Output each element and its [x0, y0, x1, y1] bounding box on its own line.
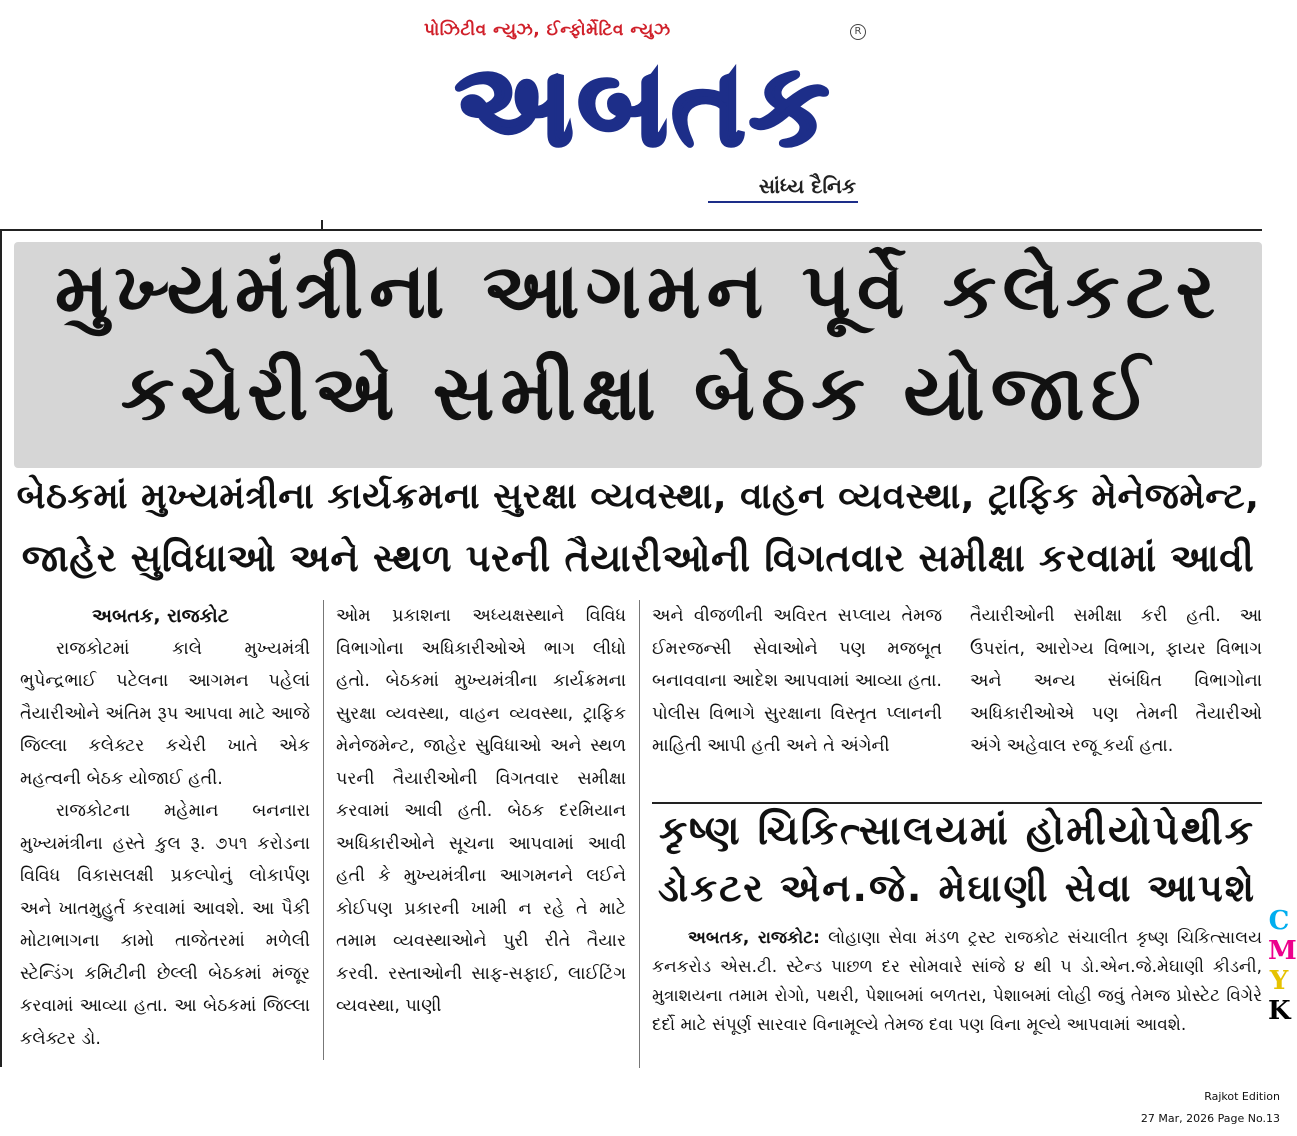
masthead-underline — [708, 201, 858, 203]
article-dateline: અબતક, રાજકોટ — [92, 605, 229, 627]
headline-line-2: કચેરીએ સમીક્ષા બેઠક યોજાઈ — [120, 348, 1156, 437]
article-paragraph-4: અને વીજળીની અવિરત સપ્લાય તેમજ ઈમરજન્સી સેવાઓને પણ મજબૂત બનાવવાના આદેશ આપવામાં આવ્યા હતા. પોલીસ વિભાગે સુરક્ષાના વિસ્તૃત પ્લાનની માહિતી આપી હતી અને તે અંગેની — [652, 606, 942, 756]
article-column-3 — [652, 600, 942, 763]
cmyk-color-marks — [1268, 906, 1297, 1026]
headline-line-1: મુખ્યમંત્રીના આગમન પૂર્વે કલેકટર — [54, 246, 1222, 335]
cmyk-c: C — [1268, 906, 1290, 936]
headline-box — [14, 242, 1262, 468]
article-column-4 — [970, 600, 1262, 763]
story2-dateline: અબતક, રાજકોટ: — [688, 928, 820, 948]
article-paragraph-5: તૈયારીઓની સમીક્ષા કરી હતી. આ ઉપરાંત, આરોગ્ય વિભાગ, ફાયર વિભાગ અને અન્ય સંબંધિત વિભાગોના અધિકારીઓએ પણ તેમની તૈયારીઓ અંગે અહેવાલ રજૂ કર્યા હતા. — [970, 606, 1262, 756]
column-tick-mark — [321, 220, 323, 230]
abtak-logo — [418, 41, 870, 171]
article-paragraph-3: ઓમ પ્રકાશના અધ્યક્ષસ્થાને વિવિધ વિભાગોના અધિકારીઓએ ભાગ લીધો હતો. બેઠકમાં મુખ્યમંત્રીના કાર્યક્રમના સુરક્ષા વ્યવસ્થા, વાહન વ્યવસ્થા, ટ્રાફિક મેનેજમેન્ટ, જાહેર સુવિધાઓ અને સ્થળ પરની તૈયારીઓની વિગતવાર સમીક્ષા કરવામાં આવી હતી. બેઠક દરમિયાન અધિકારીઓને સૂચના આપવામાં આવી હતી કે મુખ્યમંત્રીના આગમનને લઈને કોઈપણ પ્રકારની ખામી ન રહે તે માટે તમામ વ્યવસ્થાઓને પુરી રીતે તૈયાર કરવી. રસ્તાઓની સાફ-સફાઈ, લાઈટિંગ વ્યવસ્થા, પાણી — [336, 606, 626, 1016]
column-divider — [323, 600, 324, 1060]
page-top-rule — [0, 229, 1262, 231]
cmyk-m: M — [1268, 936, 1297, 966]
edition-label: Rajkot Edition — [1204, 1090, 1280, 1103]
story2-text: લોહાણા સેવા મંડળ ટ્રસ્ટ રાજકોટ સંચાલીત કૃષ્ણ ચિકિત્સાલય કનકરોડ એસ.ટી. સ્ટેન્ડ પાછળ દર સોમવારે સાંજે ૪ થી ૫ ડો.એન.જે.મેઘાણી કીડની, મુત્રાશયના તમામ રોગો, પથરી, પેશાબમાં બળતરા, પેશાબમાં લોહી જવું તેમજ પ્રોસ્ટેટ વિગેરે દર્દો માટે સંપૂર્ણ સારવાર વિનામૂલ્યે તેમજ દવા પણ વિના મૂલ્યે આપવામાં આવશે. — [652, 928, 1262, 1035]
registered-trademark-icon: R — [850, 24, 866, 40]
story2-headline-line-1: કૃષ્ણ ચિકિત્સાલયમાં હોમીયોપેથીક — [658, 808, 1256, 854]
logo-wordmark: અબતક — [455, 41, 833, 171]
column-divider — [639, 600, 640, 1068]
article-paragraph-2: રાજકોટના મહેમાન બનનારા મુખ્યમંત્રીના હસ્તે કુલ રૂ. ૭૫૧ કરોડના વિવિધ વિકાસલક્ષી પ્રકલ્પોનું લોકાર્પણ અને ખાતમુહુર્ત કરવામાં આવશે. આ પૈકી મોટાભાગના કામો તાજેતરમાં મળેલી સ્ટેન્ડિંગ કમિટીની છેલ્લી બેઠકમાં મંજૂર કરવામાં આવ્યા હતા. આ બેઠકમાં જિલ્લા કલેક્ટર ડો. — [20, 801, 310, 1049]
story2-body — [652, 924, 1262, 1040]
subheadline-line-2: જાહેર સુવિધાઓ અને સ્થળ પરની તૈયારીઓની વિગતવાર સમીક્ષા કરવામાં આવી — [21, 536, 1255, 580]
article-paragraph-1: રાજકોટમાં કાલે મુખ્યમંત્રી ભુપેન્દ્રભાઈ પટેલના આગમન પહેલાં તૈયારીઓને અંતિમ રૂપ આપવા માટે આજે જિલ્લા કલેક્ટર કચેરી ખાતે એક મહત્વની બેઠક યોજાઈ હતી. — [20, 638, 310, 789]
masthead — [418, 14, 870, 204]
subheadline-line-1: બેઠકમાં મુખ્યમંત્રીના કાર્યક્રમના સુરક્ષા વ્યવસ્થા, વાહન વ્યવસ્થા, ટ્રાફિક મેનેજમેન્ટ, — [16, 476, 1260, 517]
cmyk-k: K — [1268, 996, 1291, 1026]
story2-top-rule — [652, 802, 1262, 804]
page-info: 27 Mar, 2026 Page No.13 — [1140, 1112, 1280, 1125]
cmyk-y: Y — [1269, 966, 1289, 996]
article-column-2 — [336, 600, 626, 1023]
masthead-tagline: પોઝિટીવ ન્યુઝ, ઈન્ફોર્મેટિવ ન્યુઝ — [424, 20, 671, 40]
page-left-rule — [0, 229, 2, 1067]
story2-headline-line-2: ડોકટર એન.જે. મેઘાણી સેવા આપશે — [657, 866, 1257, 910]
article-column-1 — [20, 600, 310, 1055]
masthead-subtitle: સાંધ્ય દૈનિક — [758, 174, 856, 198]
